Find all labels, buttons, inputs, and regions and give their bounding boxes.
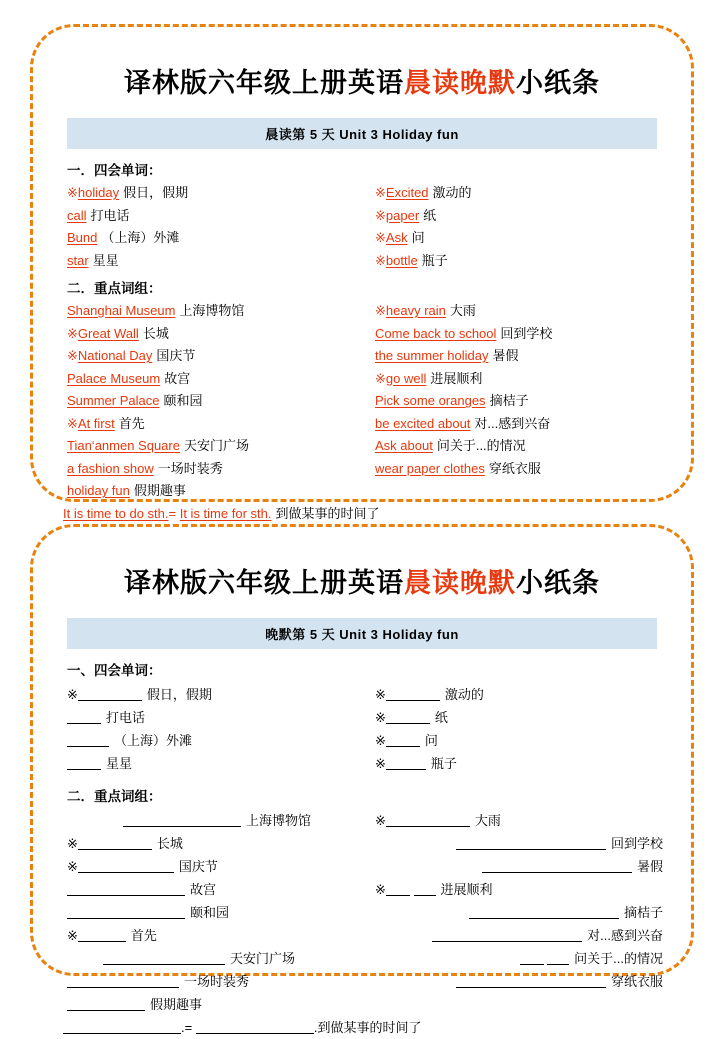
word-cn: （上海）外滩 [101, 230, 180, 245]
answer-blank[interactable] [386, 733, 420, 747]
phrase-item [375, 391, 663, 412]
star-marker: ※ [67, 928, 78, 943]
phrase-item [375, 301, 663, 322]
answer-blank[interactable] [67, 710, 101, 724]
blank-phrase-item[interactable] [67, 970, 365, 993]
word-en: Excited [385, 185, 429, 200]
blank-phrase-item[interactable] [375, 924, 663, 947]
word-item [67, 206, 365, 227]
phrase-item [375, 459, 663, 480]
phrase-cn: 问关于...的情况 [574, 951, 663, 966]
word-cn: 打电话 [90, 207, 130, 223]
phrase-en: be excited about [375, 415, 471, 431]
answer-blank[interactable] [386, 687, 440, 701]
phrase-cn: 上海博物馆 [179, 303, 245, 318]
blank-phrase-item[interactable] [375, 878, 663, 901]
phrase-cn: 问关于...的情况 [436, 438, 526, 453]
words-left-column-1 [67, 183, 365, 273]
phrase-cn: 大雨 [474, 813, 501, 828]
phrase-en: holiday fun [67, 483, 130, 498]
star-marker: ※ [375, 733, 386, 748]
words-left-column-2 [67, 683, 365, 775]
blank-phrase-item[interactable] [375, 901, 663, 924]
answer-blank[interactable] [456, 836, 606, 850]
answer-blank[interactable] [482, 859, 632, 873]
star-marker: ※ [375, 303, 386, 318]
blank-phrase-item[interactable] [67, 832, 365, 855]
evening-subtitle-bar: 晚默第 5 天 Unit 3 Holiday fun [67, 618, 657, 649]
word-cn: 瓶子 [421, 252, 448, 268]
word-cn: 星星 [106, 756, 133, 771]
answer-blank[interactable] [78, 859, 174, 873]
blank-word-item[interactable] [375, 683, 663, 706]
phrase-cn: 首先 [130, 928, 157, 943]
answer-blank[interactable] [386, 813, 470, 827]
blank-phrase-item[interactable] [67, 878, 365, 901]
phrase-cn: 首先 [118, 415, 145, 431]
phrase-item [67, 436, 365, 457]
phrase-cn: 天安门广场 [183, 438, 249, 453]
blank-word-item[interactable] [375, 706, 663, 729]
blank-phrase-item[interactable] [67, 947, 365, 970]
answer-blank[interactable] [67, 997, 145, 1011]
phrase-cn: 进展顺利 [430, 370, 483, 386]
word-item [375, 228, 663, 249]
sentence-dot-1: .= [181, 1020, 193, 1035]
answer-blank[interactable] [123, 813, 241, 827]
phrase-cn: 故宫 [164, 370, 191, 386]
phrase-item [67, 459, 365, 480]
blank-word-item[interactable] [67, 752, 365, 775]
phrase-item [375, 369, 663, 390]
phrase-en: Palace Museum [67, 370, 161, 386]
phrase-cn: 颐和园 [190, 905, 230, 920]
word-cn: 激动的 [432, 185, 472, 200]
word-cn: 纸 [423, 207, 437, 223]
phrase-cn: 国庆节 [178, 859, 218, 874]
word-cn: 瓶子 [430, 756, 457, 771]
blank-word-item[interactable] [375, 752, 663, 775]
word-en: Bund [67, 230, 98, 245]
title-accent-2: 晨读晚默 [404, 568, 516, 598]
word-en: call [67, 207, 87, 223]
word-cn: 假日，假期 [123, 185, 189, 200]
section-heading-phrases-1: 二．重点词组： [67, 281, 162, 296]
blank-phrase-item[interactable] [67, 809, 365, 832]
word-item [375, 183, 663, 204]
phrase-cn: 回到学校 [500, 325, 553, 341]
phrase-cn: 国庆节 [156, 348, 196, 363]
word-cn: 纸 [434, 710, 448, 725]
phrase-cn: 假期趣事 [133, 483, 186, 498]
word-item [67, 183, 365, 204]
answer-blank[interactable] [386, 882, 410, 896]
phrase-item [67, 324, 365, 345]
word-en: holiday [77, 185, 120, 200]
answer-blank[interactable] [414, 882, 436, 896]
answer-blank[interactable] [67, 905, 185, 919]
phrase-en: wear paper clothes [375, 460, 485, 476]
phrase-en: Summer Palace [67, 393, 160, 408]
phrase-en: a fashion show [67, 460, 154, 476]
phrase-item [67, 414, 365, 435]
word-cn: 星星 [92, 252, 119, 268]
phrase-en: Ask about [375, 438, 433, 453]
phrase-cn: 摘桔子 [489, 393, 529, 408]
sentence-pattern-row [63, 504, 663, 525]
phrase-en: the summer holiday [375, 348, 489, 363]
phrase-en: At first [77, 415, 115, 431]
answer-blank[interactable] [196, 1020, 314, 1034]
word-en: bottle [385, 252, 418, 268]
sentence-part-2: It is time for sth. [179, 505, 272, 521]
phrase-en: go well [385, 370, 427, 386]
blank-phrase-item[interactable] [375, 809, 663, 832]
phrase-item [67, 391, 365, 412]
sentence-part-1: It is time to do sth. [63, 505, 169, 521]
blank-phrase-item[interactable] [375, 832, 663, 855]
title-prefix: 译林版六年级上册英语 [124, 68, 404, 98]
sentence-dot-2: . [313, 1020, 318, 1035]
phrase-cn: 颐和园 [163, 393, 203, 408]
blank-phrase-item[interactable] [67, 924, 365, 947]
answer-blank[interactable] [547, 951, 569, 965]
star-marker: ※ [375, 207, 386, 223]
answer-blank[interactable] [103, 951, 225, 965]
phrase-cn: 上海博物馆 [246, 813, 312, 828]
phrases-right-column-1 [365, 301, 663, 504]
star-marker: ※ [375, 252, 386, 268]
word-item [67, 228, 365, 249]
sentence-cn-2: 到做某事的时间了 [317, 1020, 422, 1035]
phrase-cn: 穿纸衣服 [610, 974, 663, 989]
phrases-left-column-2 [67, 809, 365, 1016]
phrase-en: heavy rain [385, 303, 446, 318]
phrase-cn: 暑假 [636, 859, 663, 874]
page-title-2 [61, 561, 663, 600]
answer-blank[interactable] [456, 974, 606, 988]
phrase-en: Shanghai Museum [67, 303, 176, 318]
phrases-left-column-1 [67, 301, 365, 504]
title-suffix: 小纸条 [516, 68, 600, 98]
phrases-right-column-2 [365, 809, 663, 1016]
answer-blank[interactable] [63, 1020, 181, 1034]
phrase-cn: 大雨 [449, 303, 476, 318]
words-right-column-1 [365, 183, 663, 273]
answer-blank[interactable] [78, 836, 152, 850]
sentence-equals: = [168, 505, 180, 521]
phrase-cn: 假期趣事 [150, 997, 203, 1012]
morning-subtitle-bar: 晨读第 5 天 Unit 3 Holiday fun [67, 118, 657, 149]
answer-blank[interactable] [67, 974, 179, 988]
answer-blank[interactable] [67, 756, 101, 770]
blank-phrase-item[interactable] [375, 947, 663, 970]
answer-blank[interactable] [386, 710, 430, 724]
phrase-cn: 一场时装秀 [184, 974, 250, 989]
phrase-item [375, 346, 663, 367]
title-accent: 晨读晚默 [404, 68, 516, 98]
phrase-item [67, 301, 365, 322]
phrase-en: Tian‘anmen Square [67, 438, 180, 453]
star-marker: ※ [375, 370, 386, 386]
star-marker: ※ [375, 687, 386, 702]
section-heading-words-2: 一、四会单词： [67, 663, 162, 678]
blank-word-item[interactable] [375, 729, 663, 752]
star-marker: ※ [67, 836, 78, 851]
answer-blank[interactable] [78, 687, 142, 701]
star-marker: ※ [375, 756, 386, 771]
phrase-cn: 天安门广场 [230, 951, 296, 966]
word-en: star [67, 252, 89, 268]
star-marker: ※ [375, 185, 386, 200]
answer-blank[interactable] [67, 882, 185, 896]
answer-blank[interactable] [78, 928, 126, 942]
words-columns-1 [67, 183, 663, 273]
blank-phrase-item[interactable] [67, 993, 365, 1016]
phrase-item [67, 369, 365, 390]
star-marker: ※ [67, 687, 78, 702]
title-prefix-2: 译林版六年级上册英语 [124, 568, 404, 598]
answer-blank[interactable] [67, 733, 109, 747]
star-marker: ※ [375, 230, 386, 245]
star-marker: ※ [67, 185, 78, 200]
word-cn: 激动的 [444, 687, 484, 702]
phrase-en: Great Wall [77, 325, 139, 341]
phrase-cn: 进展顺利 [440, 882, 493, 897]
blank-word-item[interactable] [67, 729, 365, 752]
star-marker: ※ [67, 859, 78, 874]
phrase-en: National Day [77, 348, 153, 363]
evening-dictation-card [30, 524, 694, 1035]
answer-blank[interactable] [469, 905, 619, 919]
phrase-en: Pick some oranges [375, 393, 486, 408]
blank-phrase-item[interactable] [375, 970, 663, 993]
phrase-cn: 暑假 [492, 348, 519, 363]
star-marker: ※ [375, 882, 386, 897]
word-item [67, 251, 365, 272]
words-right-column-2 [365, 683, 663, 775]
phrase-item [67, 346, 365, 367]
morning-reading-card [30, 24, 694, 521]
blank-phrase-item[interactable] [67, 855, 365, 878]
word-item [375, 251, 663, 272]
phrase-item [67, 481, 365, 502]
blank-phrase-item[interactable] [375, 855, 663, 878]
word-cn: 假日，假期 [146, 687, 212, 702]
star-marker: ※ [375, 813, 386, 828]
star-marker: ※ [375, 710, 386, 725]
phrase-cn: 穿纸衣服 [488, 460, 541, 476]
phrase-cn: 摘桔子 [623, 905, 663, 920]
word-cn: （上海）外滩 [114, 733, 193, 748]
blank-word-item[interactable] [67, 683, 365, 706]
phrase-cn: 故宫 [190, 882, 217, 897]
word-cn: 问 [424, 733, 438, 748]
phrase-item [375, 436, 663, 457]
answer-blank[interactable] [520, 951, 544, 965]
phrase-cn: 回到学校 [610, 836, 663, 851]
word-cn: 问 [411, 230, 425, 245]
phrase-cn: 一场时装秀 [157, 460, 223, 476]
phrase-en: Come back to school [375, 325, 497, 341]
answer-blank[interactable] [386, 756, 426, 770]
phrase-cn: 长城 [156, 836, 183, 851]
star-marker: ※ [67, 325, 78, 341]
phrases-columns-2 [67, 809, 663, 1016]
section-heading-phrases-2: 二．重点词组： [67, 789, 162, 804]
sentence-cn: 到做某事的时间了 [275, 505, 380, 521]
phrase-item [375, 324, 663, 345]
word-en: paper [385, 207, 420, 223]
star-marker: ※ [67, 348, 78, 363]
blank-word-item[interactable] [67, 706, 365, 729]
title-suffix-2: 小纸条 [516, 568, 600, 598]
blank-sentence-pattern-row[interactable] [63, 1016, 663, 1039]
phrase-cn: 对...感到兴奋 [474, 415, 551, 431]
phrases-columns-1 [67, 301, 663, 504]
word-cn: 打电话 [106, 710, 146, 725]
phrase-cn: 长城 [142, 325, 169, 341]
words-columns-2 [67, 683, 663, 775]
section-heading-words-1: 一．四会单词： [67, 163, 162, 178]
phrase-cn: 对...感到兴奋 [587, 928, 663, 943]
blank-phrase-item[interactable] [67, 901, 365, 924]
page-title [61, 61, 663, 100]
star-marker: ※ [67, 415, 78, 431]
word-item [375, 206, 663, 227]
answer-blank[interactable] [432, 928, 582, 942]
phrase-item [375, 414, 663, 435]
word-en: Ask [385, 230, 408, 245]
